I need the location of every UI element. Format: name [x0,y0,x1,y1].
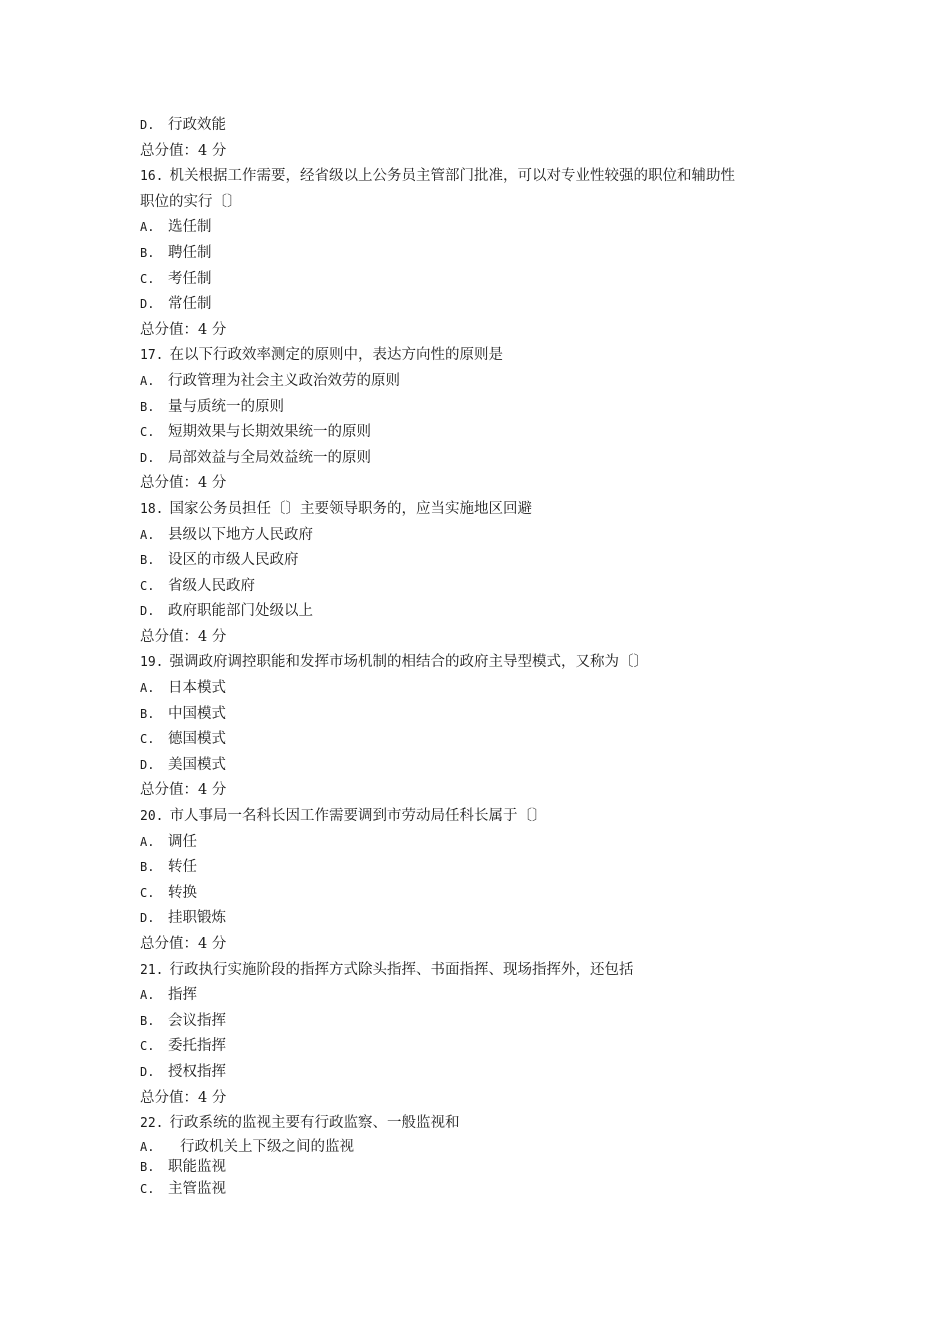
answer-option [140,548,840,574]
option-letter: B. [140,706,155,721]
answer-option [140,1137,840,1157]
answer-option [140,446,840,472]
answer-option [140,599,840,625]
answer-option [140,1177,840,1203]
question-number: 17. [140,348,164,364]
option-text: 指挥 [168,987,197,1004]
score-line: 总分值：4 分 [140,321,227,338]
option-letter: C. [140,425,155,440]
answer-option [140,855,840,881]
option-text: 调任 [168,833,197,850]
option-letter: A. [140,1139,155,1154]
option-text: 省级人民政府 [168,577,255,594]
option-text: 会议指挥 [168,1012,226,1029]
question-text: 市人事局一名科长因工作需要调到市劳动局任科长属于〔〕 [169,808,547,825]
option-letter: C. [140,578,155,593]
question-stem [140,1111,840,1137]
question-text: 机关根据工作需要，经省级以上公务员主管部门批准，可以对专业性较强的职位和辅助性 [169,168,735,185]
exam-document [140,113,840,1202]
option-letter: B. [140,553,155,568]
score-line: 总分值：4 分 [140,475,227,492]
question-stem [140,164,840,190]
option-letter: A. [140,220,155,235]
option-letter: B. [140,860,155,875]
answer-option [140,395,840,421]
answer-option [140,676,840,702]
option-text: 授权指挥 [168,1063,226,1080]
option-text: 转任 [168,859,197,876]
option-text: 美国模式 [168,756,226,773]
option-text: 考任制 [168,270,212,287]
answer-option [140,292,840,318]
answer-option [140,369,840,395]
option-text: 挂职锻炼 [168,910,226,927]
question-text: 国家公务员担任〔〕主要领导职务的，应当实施地区回避 [169,500,532,517]
option-text: 职能监视 [168,1158,226,1175]
question-number: 22. [140,1116,164,1132]
option-letter: C. [140,1181,155,1196]
option-letter: C. [140,885,155,900]
answer-option [140,215,840,241]
answer-option [140,983,840,1009]
answer-option [140,830,840,856]
option-text: 委托指挥 [168,1038,226,1055]
option-text: 量与质统一的原则 [168,398,284,415]
score-line: 总分值：4 分 [140,1089,227,1106]
option-text: 转换 [168,884,197,901]
option-letter: D. [140,118,155,132]
question-number: 18. [140,501,164,517]
option-text: 行政机关上下级之间的监视 [180,1138,354,1155]
score-line: 总分值：4 分 [140,936,227,952]
option-letter: D. [140,450,155,465]
option-letter: D. [140,1064,155,1079]
answer-option [140,702,840,728]
answer-option [140,574,840,600]
question-stem [140,804,840,830]
option-text: 行政效能 [168,117,226,133]
answer-option [140,727,840,753]
option-letter: B. [140,399,155,414]
option-letter: B. [140,1013,155,1028]
answer-option [140,1009,840,1035]
answer-option [140,881,840,907]
question-number: 20. [140,809,164,825]
question-text: 在以下行政效率测定的原则中，表达方向性的原则是 [169,347,503,364]
score-line: 总分值：4 分 [140,142,227,159]
option-letter: B. [140,245,155,260]
option-text: 日本模式 [168,680,226,697]
answer-option [140,906,840,932]
option-letter: C. [140,732,155,747]
question-text-continued: 职位的实行〔〕 [140,193,242,210]
option-text: 常任制 [168,296,212,313]
question-stem [140,343,840,369]
option-text: 政府职能部门处级以上 [168,603,313,620]
option-text: 短期效果与长期效果统一的原则 [168,424,371,441]
question-number: 16. [140,169,164,185]
question-text: 行政系统的监视主要有行政监察、一般监视和 [169,1115,460,1132]
answer-option [140,753,840,779]
option-text: 选任制 [168,219,212,236]
question-stem [140,497,840,523]
option-letter: A. [140,681,155,696]
answer-option [140,1034,840,1060]
option-text: 中国模式 [168,705,226,722]
option-letter: D. [140,297,155,312]
question-text: 强调政府调控职能和发挥市场机制的相结合的政府主导型模式，又称为〔〕 [169,654,648,671]
answer-option [140,523,840,549]
option-letter: A. [140,527,155,542]
option-letter: A. [140,373,155,388]
question-stem [140,650,840,676]
question-stem [140,958,840,984]
question-number: 19. [140,655,164,671]
answer-option [140,113,840,139]
option-letter: C. [140,1039,155,1054]
score-line: 总分值：4 分 [140,628,227,645]
option-text: 行政管理为社会主义政治效劳的原则 [168,372,400,389]
answer-option [140,267,840,293]
option-text: 聘任制 [168,244,212,261]
option-letter: A. [140,834,155,849]
option-letter: D. [140,757,155,772]
option-letter: B. [140,1159,155,1174]
option-text: 局部效益与全局效益统一的原则 [168,449,371,466]
option-letter: D. [140,911,155,926]
option-text: 德国模式 [168,731,226,748]
option-text: 主管监视 [168,1180,226,1197]
question-number: 21. [140,962,164,978]
option-letter: C. [140,271,155,286]
answer-option [140,1157,840,1177]
score-line: 总分值：4 分 [140,782,227,799]
answer-option [140,420,840,446]
option-letter: D. [140,604,155,619]
option-letter: A. [140,988,155,1003]
question-text: 行政执行实施阶段的指挥方式除头指挥、书面指挥、现场指挥外，还包括 [169,961,634,978]
answer-option [140,241,840,267]
option-text: 设区的市级人民政府 [168,552,299,569]
answer-option [140,1060,840,1086]
option-text: 县级以下地方人民政府 [168,526,313,543]
